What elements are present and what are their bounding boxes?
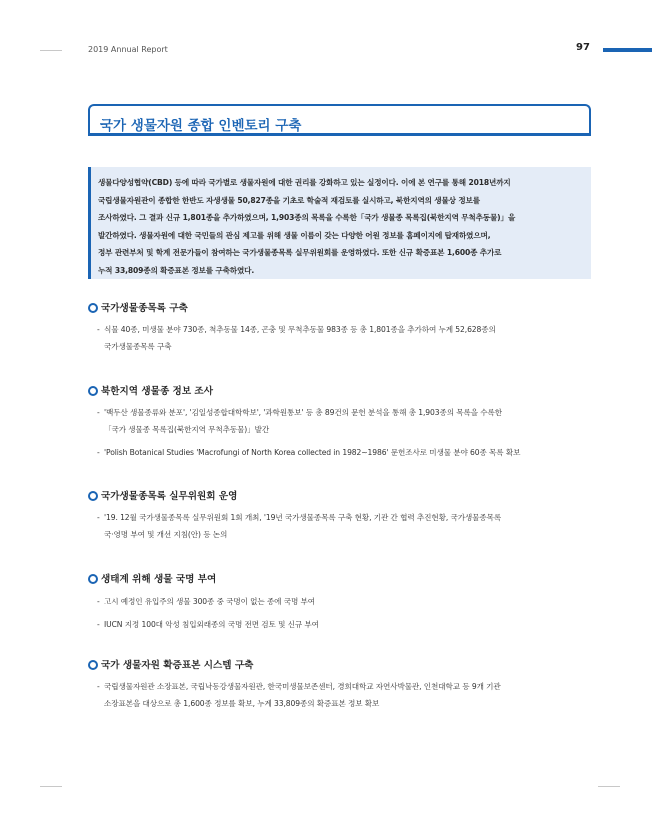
page-title: 국가 생물자원 종합 인벤토리 구축 xyxy=(100,118,302,134)
list-item xyxy=(97,616,592,633)
item-line: 고시 예정인 유입주의 생물 300종 중 국명이 없는 종에 국명 부여 xyxy=(104,597,315,606)
circle-bullet-icon xyxy=(88,303,98,313)
list-item xyxy=(97,321,592,355)
section-title: 생태계 위해 생물 국명 부여 xyxy=(101,574,217,585)
section-national-species-list xyxy=(88,300,598,355)
report-label: 2019 Annual Report xyxy=(88,45,168,54)
item-line: '19. 12월 국가생물종목록 실무위원회 1회 개최, '19년 국가생물종목록 구축 현황, 기관 간 협력 추진현황, 국가생물종목록 xyxy=(104,513,502,522)
list-item xyxy=(97,593,592,610)
circle-bullet-icon xyxy=(88,660,98,670)
list-item xyxy=(97,444,592,461)
item-line: 국·영명 부여 및 개선 지침(안) 등 논의 xyxy=(104,530,228,539)
circle-bullet-icon xyxy=(88,574,98,584)
footer-rule-left xyxy=(40,786,62,787)
dash-bullet: - xyxy=(97,513,100,522)
dash-bullet: - xyxy=(97,682,100,691)
item-line: 소장표본을 대상으로 총 1,600종 정보를 확보, 누계 33,809종의 확증표본 정보 확보 xyxy=(104,699,380,708)
section-title: 국가 생물자원 확증표본 시스템 구축 xyxy=(101,660,254,671)
dash-bullet: - xyxy=(97,448,100,457)
section-header xyxy=(88,383,598,399)
page-number: 97 xyxy=(576,42,590,53)
dash-bullet: - xyxy=(97,597,100,606)
item-line: IUCN 지정 100대 악성 침입외래종의 국명 전면 검토 및 신규 부여 xyxy=(104,620,319,629)
circle-bullet-icon xyxy=(88,491,98,501)
summary-line: 조사하였다. 그 결과 신규 1,801종을 추가하였으며, 1,903종의 목록을 수록한「국가 생물종 목록집(북한지역 무척추동물)」을 xyxy=(98,213,516,222)
circle-bullet-icon xyxy=(88,386,98,396)
item-line: 국립생물자원관 소장표본, 국립낙동강생물자원관, 한국미생물보존센터, 경희대학교 자연사박물관, 인천대학교 등 9개 기관 xyxy=(104,682,501,691)
dash-bullet: - xyxy=(97,325,100,334)
section-voucher-specimen-system xyxy=(88,657,598,712)
section-header xyxy=(88,488,598,504)
section-header xyxy=(88,300,598,316)
dash-bullet: - xyxy=(97,408,100,417)
section-header xyxy=(88,657,598,673)
section-working-committee xyxy=(88,488,598,543)
list-item xyxy=(97,509,592,543)
footer-rule-right xyxy=(598,786,620,787)
item-line: 「국가 생물종 목록집(북한지역 무척추동물)」발간 xyxy=(104,425,270,434)
section-title: 국가생물종목록 구축 xyxy=(101,303,188,314)
section-title: 북한지역 생물종 정보 조사 xyxy=(101,386,213,397)
item-line: '백두산 생물종류와 분포', '김일성종합대학학보', '과학원통보' 등 총 89건의 문헌 분석을 통해 총 1,903종의 목록을 수록한 xyxy=(104,408,503,417)
list-item xyxy=(97,678,592,712)
item-line: 국가생물종목록 구축 xyxy=(104,342,172,351)
dash-bullet: - xyxy=(97,620,100,629)
header-accent-bar xyxy=(603,48,652,52)
section-korean-names xyxy=(88,571,598,633)
summary-line: 국립생물자원관이 종합한 한반도 자생생물 50,827종을 기초로 학술적 재검토를 실시하고, 북한지역의 생물상 정보를 xyxy=(98,195,480,205)
item-line: 식물 40종, 미생물 분야 730종, 척추동물 14종, 곤충 및 무척추동물 983종 등 총 1,801종을 추가하여 누계 52,628종의 xyxy=(104,325,496,334)
summary-line: 발간하였다. 생물자원에 대한 국민들의 관심 제고를 위해 생물 이름이 갖는 다양한 어원 정보를 홈페이지에 탑재하였으며, xyxy=(98,230,491,240)
list-item xyxy=(97,404,592,438)
section-north-korea-survey xyxy=(88,383,598,461)
section-header xyxy=(88,571,598,587)
summary-line: 누적 33,809종의 확증표본 정보를 구축하였다. xyxy=(98,265,255,275)
item-line: 'Polish Botanical Studies 'Macrofungi of North Korea collected in 1982~1986' 문헌조사로 미생물 분야 60종 목록 확보 xyxy=(104,448,521,457)
summary-line: 정부 관련부처 및 학계 전문가들이 참여하는 국가생물종목록 실무위원회를 운영하였다. 또한 신규 확증표본 1,600종 추가로 xyxy=(98,248,502,257)
summary-box xyxy=(88,167,591,279)
header-rule-left xyxy=(40,50,62,51)
summary-line: 생물다양성협약(CBD) 등에 따라 국가별로 생물자원에 대한 권리를 강화하고 있는 실정이다. 이에 본 연구를 통해 2018년까지 xyxy=(98,178,511,187)
section-title: 국가생물종목록 실무위원회 운영 xyxy=(101,491,238,502)
